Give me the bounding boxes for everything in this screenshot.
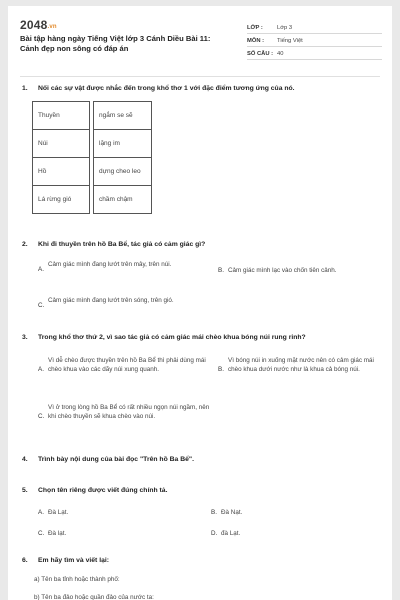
sub-question-a: a) Tên ba tỉnh hoặc thành phố: [34,576,120,583]
question-heading [22,455,378,464]
matching-item[interactable]: Lá rừng gió [33,186,90,214]
option-text: Đà Lạt. [48,509,69,516]
question-heading [22,240,378,249]
meta-value: 40 [277,50,284,57]
document-page [8,6,392,600]
matching-item[interactable]: Núi [33,130,90,158]
question-heading [22,84,378,93]
matching-row [33,102,152,130]
header-divider [20,76,380,77]
matching-row [33,158,152,186]
answer-option-c[interactable] [38,296,208,310]
question-text: Chọn tên riêng được viết đúng chính tả. [38,487,168,494]
answer-option-d[interactable] [211,529,371,538]
question-text: Em hãy tìm và viết lại: [38,557,110,564]
logo-text: 2048 [20,18,48,32]
site-logo[interactable] [20,18,57,32]
meta-row-grade [247,22,382,34]
matching-trait[interactable]: dựng cheo leo [94,158,152,186]
answer-option-a[interactable] [38,260,208,274]
option-letter: A. [38,366,44,373]
question-2 [22,240,378,249]
option-letter: C. [38,530,45,537]
matching-trait[interactable]: lặng im [94,130,152,158]
meta-value: Tiếng Việt [277,37,303,44]
matching-trait[interactable]: chầm chậm [94,186,152,214]
option-letter: A. [38,509,44,516]
document-title: Bài tập hàng ngày Tiếng Việt lớp 3 Cánh Diều Bài 11: Cảnh đẹp non sông có đáp án [20,34,211,53]
answer-option-b[interactable] [218,356,384,374]
option-text: Vì dễ chèo được thuyền trên hồ Ba Bể thì phải dùng mái chèo khua vào các dãy núi xung quanh. [48,357,206,373]
matching-table [32,101,152,214]
question-text: Trong khổ thơ thứ 2, vì sao tác giả có cảm giác mái chèo khua bóng núi rung rinh? [38,334,306,341]
meta-label: MÔN : [247,37,265,44]
question-heading [22,486,378,495]
question-6 [22,556,378,565]
question-text: Trình bày nội dung của bài đọc "Trên hồ Ba Bể". [38,456,194,463]
answer-option-a[interactable] [38,508,198,517]
option-text: Vì bóng núi in xuống mặt nước nên có cảm giác mái chèo khua dưới nước như là khua cả bóng núi. [228,357,374,373]
question-heading [22,333,378,342]
question-number: 3. [22,334,28,341]
answer-option-c[interactable] [38,403,210,421]
option-text: Đà lạt. [48,530,67,537]
option-text: Cảm giác mình đang lướt trên mây, trên núi. [48,261,172,268]
answer-option-b[interactable] [218,266,383,275]
answer-option-a[interactable] [38,356,210,374]
option-letter: C. [38,413,45,420]
option-letter: B. [218,366,224,373]
question-3 [22,333,378,342]
question-number: 1. [22,85,28,92]
option-text: đà Lạt. [221,530,241,537]
option-text: Vì ở trong lòng hồ Ba Bể có rất nhiều ngọn núi ngầm, nên khi chèo thuyền sẽ khua chèo vào núi. [48,404,210,420]
matching-item[interactable]: Hồ [33,158,90,186]
question-number: 2. [22,241,28,248]
meta-label: LỚP : [247,24,263,31]
matching-item[interactable]: Thuyền [33,102,90,130]
option-letter: B. [211,509,217,516]
meta-row-count [247,48,382,60]
question-text: Nối các sự vật được nhắc đến trong khổ thơ 1 với đặc điểm tương ứng của nó. [38,85,295,92]
option-letter: C. [38,302,45,309]
option-text: Cảm giác mình đang lướt trên sóng, trên gió. [48,297,174,304]
logo-suffix: .vn [47,24,57,30]
question-4 [22,455,378,464]
option-text: Cảm giác mình lạc vào chốn tiên cảnh. [228,267,337,274]
meta-row-subject [247,35,382,47]
option-letter: D. [211,530,218,537]
matching-trait[interactable]: ngắm se sẽ [94,102,152,130]
document-header [20,18,382,66]
option-letter: B. [218,267,224,274]
answer-option-b[interactable] [211,508,371,517]
answer-option-c[interactable] [38,529,198,538]
sub-question-b: b) Tên ba đảo hoặc quần đảo của nước ta: [34,594,154,600]
matching-row [33,186,152,214]
question-number: 4. [22,456,28,463]
meta-label: SỐ CÂU : [247,50,274,57]
question-5 [22,486,378,495]
option-text: Đà Nạt. [221,509,243,516]
question-number: 5. [22,487,28,494]
meta-value: Lớp 3 [277,24,293,31]
question-heading [22,556,378,565]
question-1 [22,84,378,93]
meta-table [247,22,382,61]
question-number: 6. [22,557,28,564]
question-text: Khi đi thuyền trên hồ Ba Bể, tác giả có cảm giác gì? [38,241,206,248]
option-letter: A. [38,266,44,273]
matching-row [33,130,152,158]
